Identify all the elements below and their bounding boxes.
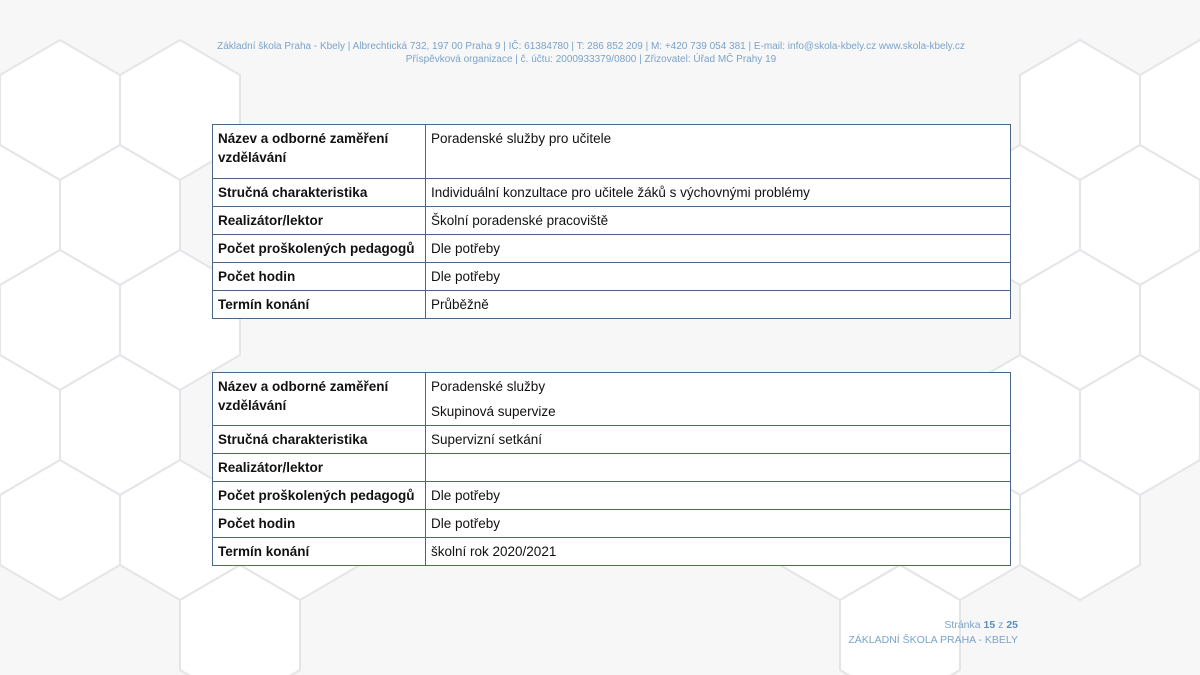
footer-school-name: ZÁKLADNÍ ŠKOLA PRAHA - KBELY — [848, 634, 1018, 646]
row-label: Stručná charakteristika — [213, 179, 426, 207]
table-row — [213, 291, 1011, 319]
training-table-1 — [212, 124, 1011, 319]
table-row — [213, 125, 1011, 179]
row-label: Počet hodin — [213, 510, 426, 538]
page-footer — [848, 618, 1018, 648]
table-row — [213, 482, 1011, 510]
table-row — [213, 373, 1011, 426]
table-row — [213, 179, 1011, 207]
row-value-line-2: Skupinová supervize — [431, 404, 556, 419]
letterhead — [0, 40, 1182, 66]
letterhead-line-1: Základní škola Praha - Kbely | Albrechtická 732, 197 00 Praha 9 | IČ: 61384780 | T: 286 852 209 | M: +420 739 054 381 | E-mail: info@skola-kbely.cz www.skola-kbely.cz — [217, 41, 965, 52]
page-number — [848, 618, 1018, 633]
row-value: Supervizní setkání — [426, 426, 1011, 454]
row-label: Počet hodin — [213, 263, 426, 291]
table-row — [213, 510, 1011, 538]
row-label: Termín konání — [213, 291, 426, 319]
row-value — [426, 454, 1011, 482]
row-value: Dle potřeby — [426, 482, 1011, 510]
row-value: Dle potřeby — [426, 510, 1011, 538]
row-value: školní rok 2020/2021 — [426, 538, 1011, 566]
row-label: Počet proškolených pedagogů — [213, 482, 426, 510]
table-row — [213, 235, 1011, 263]
row-value: Průběžně — [426, 291, 1011, 319]
table-row — [213, 538, 1011, 566]
page-total: 25 — [1006, 619, 1018, 631]
row-value — [426, 373, 1011, 426]
page-prefix: Stránka — [944, 619, 981, 631]
row-value: Dle potřeby — [426, 235, 1011, 263]
training-table-2 — [212, 372, 1011, 566]
table-row — [213, 454, 1011, 482]
page-current: 15 — [983, 619, 996, 631]
row-label: Realizátor/lektor — [213, 207, 426, 235]
table-row — [213, 207, 1011, 235]
row-label: Realizátor/lektor — [213, 454, 426, 482]
row-label: Počet proškolených pedagogů — [213, 235, 426, 263]
table-row — [213, 426, 1011, 454]
row-value-line-1: Poradenské služby — [431, 379, 546, 394]
row-label: Název a odborné zaměření vzdělávání — [213, 373, 426, 426]
page-separator: z — [998, 619, 1004, 631]
row-label: Název a odborné zaměření vzdělávání — [213, 125, 426, 179]
row-label: Stručná charakteristika — [213, 426, 426, 454]
row-value: Školní poradenské pracoviště — [426, 207, 1011, 235]
letterhead-line-2: Příspěvková organizace | č. účtu: 2000933379/0800 | Zřizovatel: Úřad MČ Prahy 19 — [405, 54, 777, 65]
row-value: Dle potřeby — [426, 263, 1011, 291]
row-label: Termín konání — [213, 538, 426, 566]
table-row — [213, 263, 1011, 291]
row-value: Poradenské služby pro učitele — [426, 125, 1011, 179]
row-value: Individuální konzultace pro učitele žáků s výchovnými problémy — [426, 179, 1011, 207]
